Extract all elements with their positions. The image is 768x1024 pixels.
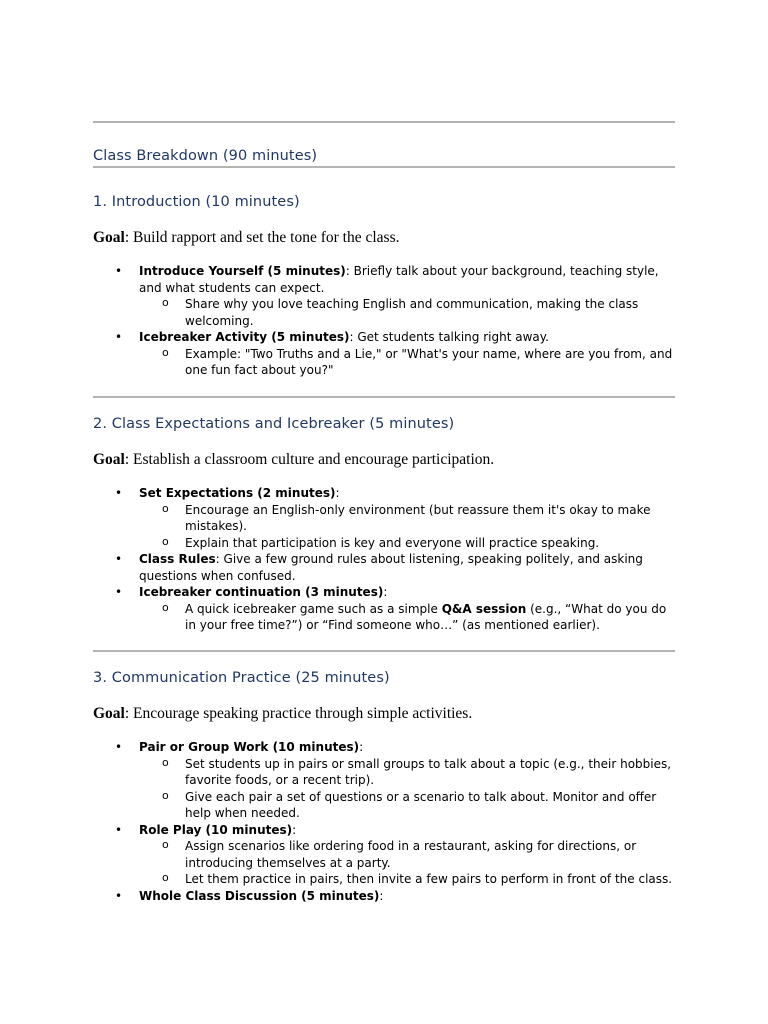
item-label: Icebreaker continuation (3 minutes): [139, 585, 384, 599]
sub-bullet-icon: o: [162, 871, 169, 884]
sub-item-text: Explain that participation is key and everyone will practice speaking.: [185, 535, 600, 550]
sub-list-item: [93, 346, 675, 379]
item-label: Class Rules: [139, 552, 216, 566]
sub-list-item: [93, 601, 675, 634]
item-label: Role Play (10 minutes): [139, 822, 293, 837]
sub-item-text: (e.g., “What do you do in your free time?”) or “Find someone who…” (as mentioned earlier).: [185, 601, 667, 632]
list-item: [93, 329, 675, 346]
bullet-list: [93, 739, 675, 904]
sub-bullet-icon: o: [162, 788, 169, 802]
sub-item-bold: Q&A session: [441, 601, 527, 616]
bullet-icon: •: [115, 264, 123, 278]
section-heading: 2. Class Expectations and Icebreaker (5 minutes): [93, 416, 455, 432]
item-label: Whole Class Discussion (5 minutes): [139, 888, 380, 903]
goal-line: [93, 705, 472, 723]
section-heading: Class Breakdown (90 minutes): [93, 148, 318, 164]
horizontal-rule: [93, 166, 675, 168]
sub-list-item: [93, 296, 675, 329]
sub-bullet-icon: o: [162, 296, 169, 309]
sub-list-item: [93, 535, 675, 552]
item-label: Pair or Group Work (10 minutes): [139, 740, 360, 754]
item-label: Set Expectations (2 minutes): [139, 486, 336, 500]
bullet-list: [93, 485, 675, 634]
bullet-icon: •: [115, 486, 123, 500]
goal-text: : Build rapport and set the tone for the class.: [124, 229, 400, 246]
sub-item-text: Share why you love teaching English and communication, making the class welcoming.: [185, 297, 639, 328]
sub-bullet-icon: o: [162, 345, 169, 359]
bullet-icon: •: [115, 740, 123, 754]
sub-bullet-icon: o: [162, 501, 169, 515]
item-text: :: [383, 585, 388, 599]
item-label: Icebreaker Activity (5 minutes): [139, 330, 350, 344]
horizontal-rule: [93, 121, 675, 123]
bullet-icon: •: [115, 585, 123, 599]
sub-bullet-icon: o: [162, 600, 169, 614]
sub-item-text: Encourage an English-only environment (but reassure them it's okay to make mistakes).: [185, 502, 651, 533]
list-item: [93, 739, 675, 756]
item-text: :: [359, 740, 364, 754]
bullet-icon: •: [115, 552, 123, 566]
goal-text: : Establish a classroom culture and encourage participation.: [124, 451, 495, 468]
goal-line: [93, 451, 494, 469]
sub-item-text: Let them practice in pairs, then invite a few pairs to perform in front of the class.: [185, 872, 673, 886]
goal-label: Goal: [93, 229, 125, 246]
sub-list-item: [93, 789, 675, 822]
item-text: :: [335, 486, 340, 500]
list-item: [93, 485, 675, 502]
item-label: Introduce Yourself (5 minutes): [139, 264, 346, 278]
sub-item-text: Set students up in pairs or small groups to talk about a topic (e.g., their hobbies, favorite foods, or a recent trip).: [185, 756, 672, 787]
goal-line: [93, 229, 400, 247]
bullet-list: [93, 263, 675, 379]
bullet-icon: •: [115, 888, 123, 903]
list-item: [93, 263, 675, 296]
item-text: :: [379, 888, 384, 903]
sub-bullet-icon: o: [162, 534, 169, 548]
section-heading: 3. Communication Practice (25 minutes): [93, 670, 390, 686]
section-heading: 1. Introduction (10 minutes): [93, 194, 300, 210]
sub-bullet-icon: o: [162, 838, 169, 851]
list-item: [93, 584, 675, 601]
bullet-icon: •: [115, 330, 123, 344]
sub-list-item: [93, 871, 675, 888]
goal-label: Goal: [93, 451, 125, 468]
item-text: : Briefly talk about your background, teaching style, and what students can expect.: [139, 264, 659, 295]
list-item: [93, 822, 675, 839]
horizontal-rule: [93, 396, 675, 398]
item-text: : Get students talking right away.: [349, 330, 549, 344]
list-item: [93, 551, 675, 584]
sub-item-text: Assign scenarios like ordering food in a restaurant, asking for directions, or introducing themselves at a party.: [185, 839, 637, 870]
item-text: : Give a few ground rules about listening, speaking politely, and asking questions when confused.: [139, 552, 643, 583]
sub-bullet-icon: o: [162, 755, 169, 769]
item-text: :: [292, 822, 297, 837]
goal-label: Goal: [93, 705, 125, 722]
sub-list-item: [93, 756, 675, 789]
sub-item-text: Give each pair a set of questions or a scenario to talk about. Monitor and offer help when needed.: [185, 789, 657, 820]
list-item: [93, 888, 675, 905]
sub-list-item: [93, 838, 675, 871]
sub-item-text: Example: "Two Truths and a Lie," or "What's your name, where are you from, and one fun fact about you?": [185, 346, 673, 377]
sub-list-item: [93, 502, 675, 535]
goal-text: : Encourage speaking practice through simple activities.: [124, 705, 473, 722]
horizontal-rule: [93, 650, 675, 652]
sub-item-text: A quick icebreaker game such as a simple: [185, 601, 442, 616]
bullet-icon: •: [115, 822, 123, 837]
